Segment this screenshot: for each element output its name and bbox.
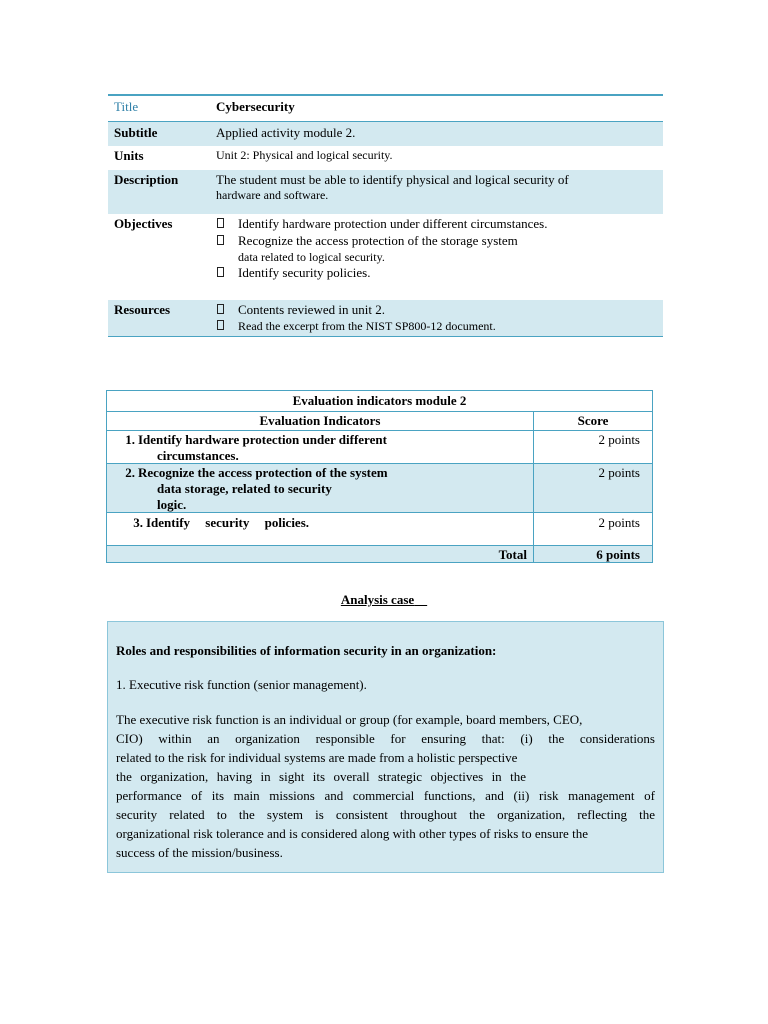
header-score: Score (577, 413, 609, 428)
description-label: Description (114, 172, 179, 187)
total-label: Total (107, 546, 534, 562)
checkbox-bullet-icon (217, 235, 224, 245)
list-item: Identify security policies. (216, 265, 653, 281)
body-line: organizational risk tolerance and is considered along with other types of risks to ensure the (116, 826, 588, 841)
description-value (216, 172, 663, 214)
total-row (107, 546, 652, 562)
objectives-label: Objectives (114, 216, 173, 231)
indicator-cell: 2. Recognize the access protection of the system data storage, related to security logic. (107, 464, 534, 512)
body-line: performance of its main missions and commercial functions, and (ii) risk management of (116, 788, 655, 803)
description-line: The student must be able to identify physical and logical security of (216, 172, 569, 187)
indicator-cell: 3. Identify security policies. (107, 513, 534, 545)
evaluation-table (106, 390, 653, 563)
objectives-row (108, 214, 663, 292)
body-line: related to the risk for individual systems are made from a holistic perspective (116, 750, 518, 765)
analysis-case-box (107, 621, 664, 873)
description-row (108, 170, 663, 214)
score-cell: 2 points (598, 432, 640, 447)
checkbox-bullet-icon (217, 267, 224, 277)
units-value: Unit 2: Physical and logical security. (216, 148, 393, 162)
units-row (108, 146, 663, 170)
table-row (107, 464, 652, 513)
course-info-table (108, 94, 663, 337)
units-label: Units (114, 148, 144, 163)
analysis-case-title: Analysis case (340, 592, 415, 607)
list-item: Read the excerpt from the NIST SP800-12 document. (216, 318, 653, 334)
resources-label: Resources (114, 302, 171, 317)
description-line: hardware and software. (216, 188, 329, 202)
header-indicators: Evaluation Indicators (107, 412, 534, 430)
indicator-cell: 1. Identify hardware protection under different circumstances. (107, 431, 534, 463)
title-row (108, 96, 663, 122)
body-line: success of the mission/business. (116, 845, 283, 860)
table-row (107, 513, 652, 546)
body-line: The executive risk function is an individual or group (for example, board members, CEO, (116, 712, 583, 727)
title-value: Cybersecurity (216, 99, 295, 114)
total-value: 6 points (596, 547, 640, 562)
subtitle-row (108, 122, 663, 146)
objectives-list (216, 216, 663, 292)
list-item: Contents reviewed in unit 2. (216, 302, 653, 318)
subtitle-value: Applied activity module 2. (216, 125, 356, 140)
evaluation-caption: Evaluation indicators module 2 (107, 391, 652, 412)
body-line: the organization, having in sight its overall strategic objectives in the (116, 769, 526, 784)
list-item: Recognize the access protection of the storage system data related to logical security. (216, 233, 653, 265)
title-label: Title (114, 99, 139, 114)
resources-row (108, 300, 663, 336)
checkbox-bullet-icon (217, 218, 224, 228)
table-row (107, 431, 652, 464)
case-heading: Roles and responsibilities of information security in an organization: (116, 643, 497, 658)
list-item: Identify hardware protection under different circumstances. (216, 216, 653, 232)
body-line: CIO) within an organization responsible for ensuring that: (i) the considerations (116, 731, 655, 746)
case-body (116, 710, 655, 862)
resources-list (216, 302, 663, 336)
score-cell: 2 points (598, 515, 640, 530)
score-cell: 2 points (598, 465, 640, 480)
evaluation-header-row (107, 412, 652, 431)
checkbox-bullet-icon (217, 320, 224, 330)
case-point: 1. Executive risk function (senior management). (116, 677, 367, 692)
body-line: security related to the system is consistent throughout the organization, reflecting the (116, 807, 655, 822)
checkbox-bullet-icon (217, 304, 224, 314)
subtitle-label: Subtitle (114, 125, 158, 140)
